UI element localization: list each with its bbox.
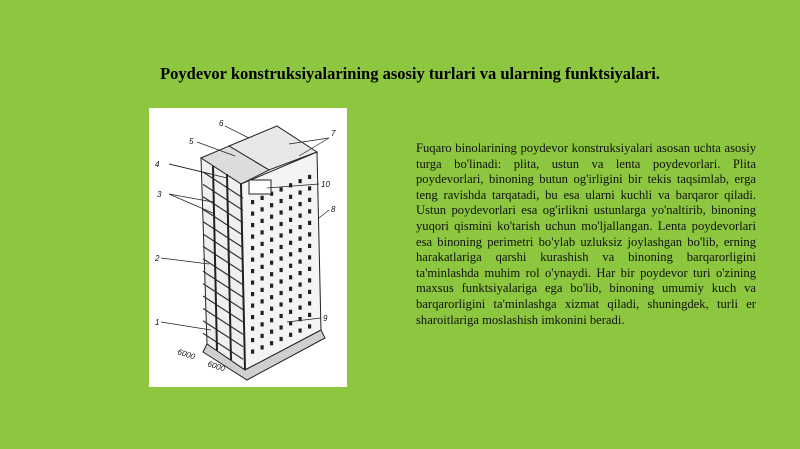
dimension-left: 6000 xyxy=(176,347,197,362)
window-mark xyxy=(261,230,264,234)
window-mark xyxy=(261,322,264,326)
window-mark xyxy=(251,212,254,216)
window-mark xyxy=(251,223,254,227)
window-mark xyxy=(280,325,283,329)
window-mark xyxy=(308,221,311,225)
window-mark xyxy=(261,242,264,246)
window-mark xyxy=(270,249,273,253)
window-mark xyxy=(308,244,311,248)
window-mark xyxy=(289,310,292,314)
window-mark xyxy=(270,330,273,334)
dimension-right: 6000 xyxy=(206,359,227,374)
window-mark xyxy=(308,313,311,317)
window-mark xyxy=(261,196,264,200)
window-mark xyxy=(270,284,273,288)
window-mark xyxy=(289,298,292,302)
window-mark xyxy=(299,271,302,275)
window-mark xyxy=(299,248,302,252)
window-mark xyxy=(289,252,292,256)
window-mark xyxy=(280,268,283,272)
window-mark xyxy=(270,307,273,311)
window-mark xyxy=(251,269,254,273)
window-mark xyxy=(308,301,311,305)
window-mark xyxy=(280,222,283,226)
window-mark xyxy=(280,256,283,260)
window-mark xyxy=(308,267,311,271)
window-mark xyxy=(261,219,264,223)
window-mark xyxy=(261,265,264,269)
window-mark xyxy=(251,246,254,250)
window-mark xyxy=(308,209,311,213)
window-mark xyxy=(270,272,273,276)
window-mark xyxy=(280,314,283,318)
window-mark xyxy=(289,229,292,233)
window-mark xyxy=(289,218,292,222)
window-mark xyxy=(289,275,292,279)
window-mark xyxy=(270,226,273,230)
window-mark xyxy=(270,318,273,322)
window-mark xyxy=(289,195,292,199)
window-mark xyxy=(289,264,292,268)
window-mark xyxy=(299,294,302,298)
window-mark xyxy=(280,302,283,306)
window-mark xyxy=(299,237,302,241)
window-mark xyxy=(270,295,273,299)
window-mark xyxy=(289,183,292,187)
window-mark xyxy=(280,337,283,341)
label-3: 3 xyxy=(157,190,162,199)
window-mark xyxy=(251,338,254,342)
window-mark xyxy=(251,292,254,296)
window-mark xyxy=(261,299,264,303)
window-mark xyxy=(270,203,273,207)
window-mark xyxy=(261,276,264,280)
window-mark xyxy=(308,278,311,282)
window-mark xyxy=(251,327,254,331)
window-mark xyxy=(251,235,254,239)
window-mark xyxy=(280,233,283,237)
window-mark xyxy=(299,179,302,183)
window-mark xyxy=(270,238,273,242)
window-mark xyxy=(289,206,292,210)
label-7: 7 xyxy=(331,129,336,138)
window-mark xyxy=(299,283,302,287)
window-mark xyxy=(251,350,254,354)
window-mark xyxy=(251,258,254,262)
window-mark xyxy=(261,253,264,257)
window-mark xyxy=(270,215,273,219)
window-mark xyxy=(280,199,283,203)
window-mark xyxy=(280,210,283,214)
window-mark xyxy=(251,281,254,285)
window-mark xyxy=(308,232,311,236)
window-mark xyxy=(261,288,264,292)
label-1: 1 xyxy=(155,318,160,327)
window-mark xyxy=(270,261,273,265)
window-mark xyxy=(261,207,264,211)
window-mark xyxy=(289,333,292,337)
window-mark xyxy=(299,214,302,218)
window-mark xyxy=(308,198,311,202)
window-mark xyxy=(299,260,302,264)
window-mark xyxy=(299,306,302,310)
window-mark xyxy=(308,175,311,179)
label-9: 9 xyxy=(323,314,328,323)
label-5: 5 xyxy=(189,137,194,146)
window-mark xyxy=(299,202,302,206)
window-mark xyxy=(308,290,311,294)
label-6: 6 xyxy=(219,119,224,128)
body-paragraph: Fuqaro binolarining poydevor konstruksiyalari asosan uchta asosiy turga bo'linadi: plita, ustun va lenta poydevorlari. Plita poydevorlari, binoning butun og'irligini bir tekis taqsimlab, erga teng ravishda tarqatadi, bu esa ularni kuchli va barqaror qiladi. Ustun poydevorlari esa og'irlikni ustunlarga yo'naltirib, binoning yuqori qismini ko'tarish uchun mo'ljallangan. Lenta poydevorlari esa binoning perimetri bo'ylab uzluksiz joylashgan bo'lib, erning harakatlariga qarshi kurashish va binoning barqarorligini ta'minlashda muhim rol o'ynaydi. Har bir poydevor turi o'zining maxsus funktsiyalariga ega bo'lib, binoning umumiy kuch va barqarorligini ta'minlashga xizmat qiladi, shuningdek, turli er sharoitlariga moslashish imkonini beradi. xyxy=(416,141,756,327)
window-mark xyxy=(270,341,273,345)
window-mark xyxy=(261,345,264,349)
window-mark xyxy=(280,245,283,249)
window-mark xyxy=(280,187,283,191)
label-8: 8 xyxy=(331,205,336,214)
window-mark xyxy=(299,225,302,229)
building-drawing xyxy=(149,108,347,387)
label-4: 4 xyxy=(155,160,160,169)
window-mark xyxy=(308,255,311,259)
window-mark xyxy=(251,304,254,308)
window-mark xyxy=(299,191,302,195)
window-mark xyxy=(308,186,311,190)
window-mark xyxy=(299,329,302,333)
building-diagram xyxy=(149,108,347,387)
window-mark xyxy=(280,279,283,283)
slide-title: Poydevor konstruksiyalarining asosiy turlari va ularning funktsiyalari. xyxy=(160,64,660,83)
window-mark xyxy=(308,324,311,328)
window-mark xyxy=(289,287,292,291)
window-mark xyxy=(261,311,264,315)
label-2: 2 xyxy=(155,254,160,263)
window-mark xyxy=(289,241,292,245)
window-mark xyxy=(261,334,264,338)
window-mark xyxy=(251,200,254,204)
window-mark xyxy=(280,291,283,295)
window-mark xyxy=(251,315,254,319)
label-10: 10 xyxy=(321,180,330,189)
